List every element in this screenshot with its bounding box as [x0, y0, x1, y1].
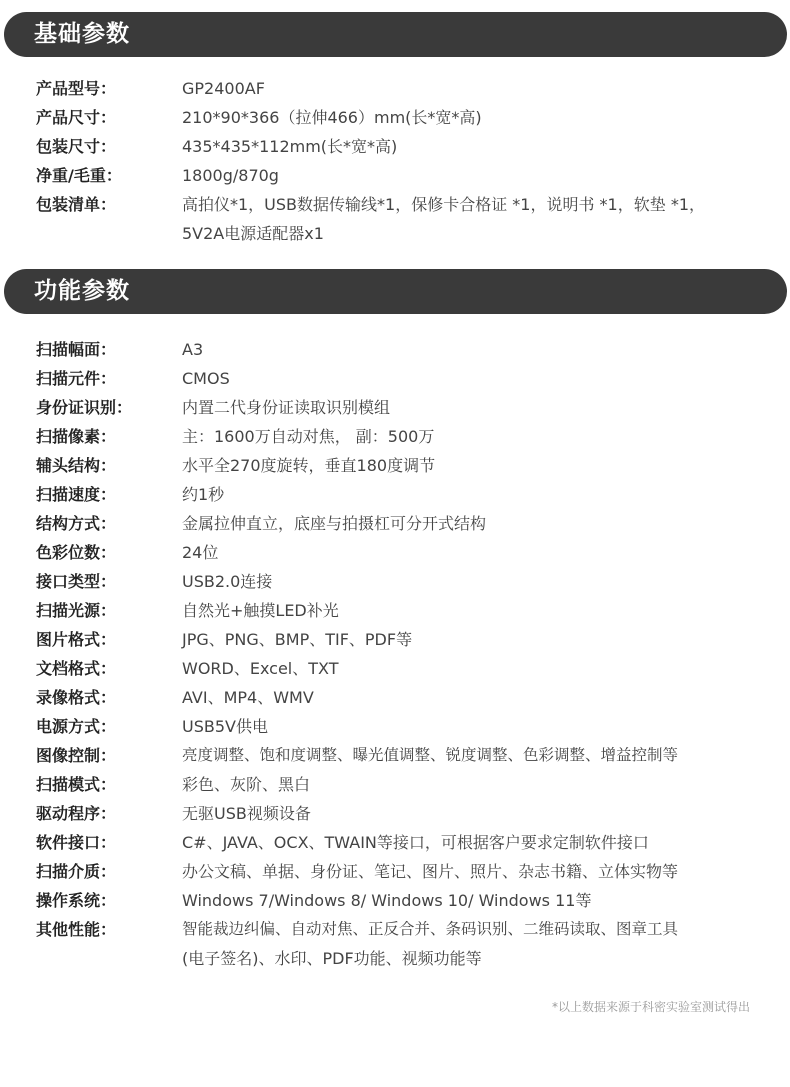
spec-label: 扫描模式：	[36, 775, 117, 794]
spec-label: 结构方式：	[36, 514, 117, 533]
spec-label: 辅头结构：	[36, 456, 117, 475]
spec-label: 扫描速度：	[36, 485, 117, 504]
function-params-header	[4, 269, 787, 314]
spec-value: Windows 7/Windows 8/ Windows 10/ Windows 11等	[182, 891, 592, 910]
spec-value: 智能裁边纠偏、自动对焦、正反合并、条码识别、二维码读取、图章工具	[182, 920, 679, 938]
spec-value-line2: 5V2A电源适配器x1	[182, 224, 324, 243]
spec-label: 其他性能：	[36, 920, 117, 939]
spec-label: 图像控制：	[36, 746, 117, 765]
spec-value: 自然光+触摸LED补光	[182, 601, 339, 620]
spec-value: 无驱USB视频设备	[182, 804, 311, 823]
function-params-title: 功能参数	[34, 278, 130, 304]
spec-value-line2: (电子签名)、水印、PDF功能、视频功能等	[182, 949, 482, 968]
spec-label: 文档格式：	[36, 659, 117, 678]
spec-label: 产品型号：	[36, 79, 117, 98]
spec-label: 包装尺寸：	[36, 137, 117, 156]
spec-label: 软件接口：	[36, 833, 117, 852]
spec-value: 24位	[182, 543, 219, 562]
spec-value: USB2.0连接	[182, 572, 273, 591]
spec-label: 接口类型：	[36, 572, 117, 591]
spec-label: 扫描光源：	[36, 601, 117, 620]
spec-label: 包装清单：	[36, 195, 117, 214]
spec-value: GP2400AF	[182, 79, 265, 98]
spec-label: 操作系统：	[36, 891, 117, 910]
spec-value: 办公文稿、单据、身份证、笔记、图片、照片、杂志书籍、立体实物等	[182, 862, 679, 881]
spec-label: 电源方式：	[36, 717, 117, 736]
spec-label: 产品尺寸：	[36, 108, 117, 127]
spec-value: 高拍仪*1，USB数据传输线*1，保修卡合格证 *1，说明书 *1，软垫 *1，	[182, 195, 706, 214]
spec-value: 约1秒	[182, 485, 225, 504]
spec-label: 驱动程序：	[36, 804, 117, 823]
spec-label: 扫描介质：	[36, 862, 117, 881]
spec-value: AVI、MP4、WMV	[182, 688, 314, 707]
spec-value: 435*435*112mm(长*宽*高)	[182, 137, 398, 156]
spec-value: WORD、Excel、TXT	[182, 659, 339, 678]
spec-value: 金属拉伸直立，底座与拍摄杠可分开式结构	[182, 514, 487, 533]
spec-label: 净重/毛重：	[36, 166, 122, 185]
spec-value: A3	[182, 340, 204, 359]
spec-value: 彩色、灰阶、黑白	[182, 775, 311, 794]
spec-value: 亮度调整、饱和度调整、曝光值调整、锐度调整、色彩调整、增益控制等	[182, 746, 679, 764]
basic-params-title: 基础参数	[34, 21, 130, 47]
basic-params-header	[4, 12, 787, 57]
footnote: *以上数据来源于科密实验室测试得出	[551, 1000, 750, 1014]
spec-value: C#、JAVA、OCX、TWAIN等接口，可根据客户要求定制软件接口	[182, 833, 649, 852]
spec-label: 身份证识别：	[36, 398, 133, 417]
spec-value: 210*90*366（拉伸466）mm(长*宽*高)	[182, 108, 482, 127]
spec-value: JPG、PNG、BMP、TIF、PDF等	[182, 630, 413, 649]
spec-value: CMOS	[182, 369, 230, 388]
spec-label: 扫描像素：	[36, 427, 117, 446]
spec-label: 扫描幅面：	[36, 340, 117, 359]
spec-label: 录像格式：	[36, 688, 117, 707]
spec-value: 主：1600万自动对焦， 副：500万	[182, 427, 435, 446]
spec-value: USB5V供电	[182, 717, 268, 736]
spec-value: 1800g/870g	[182, 166, 279, 185]
spec-label: 色彩位数：	[36, 543, 117, 562]
spec-label: 图片格式：	[36, 630, 117, 649]
spec-label: 扫描元件：	[36, 369, 117, 388]
spec-value: 内置二代身份证读取识别模组	[182, 398, 391, 417]
spec-value: 水平全270度旋转，垂直180度调节	[182, 456, 436, 475]
